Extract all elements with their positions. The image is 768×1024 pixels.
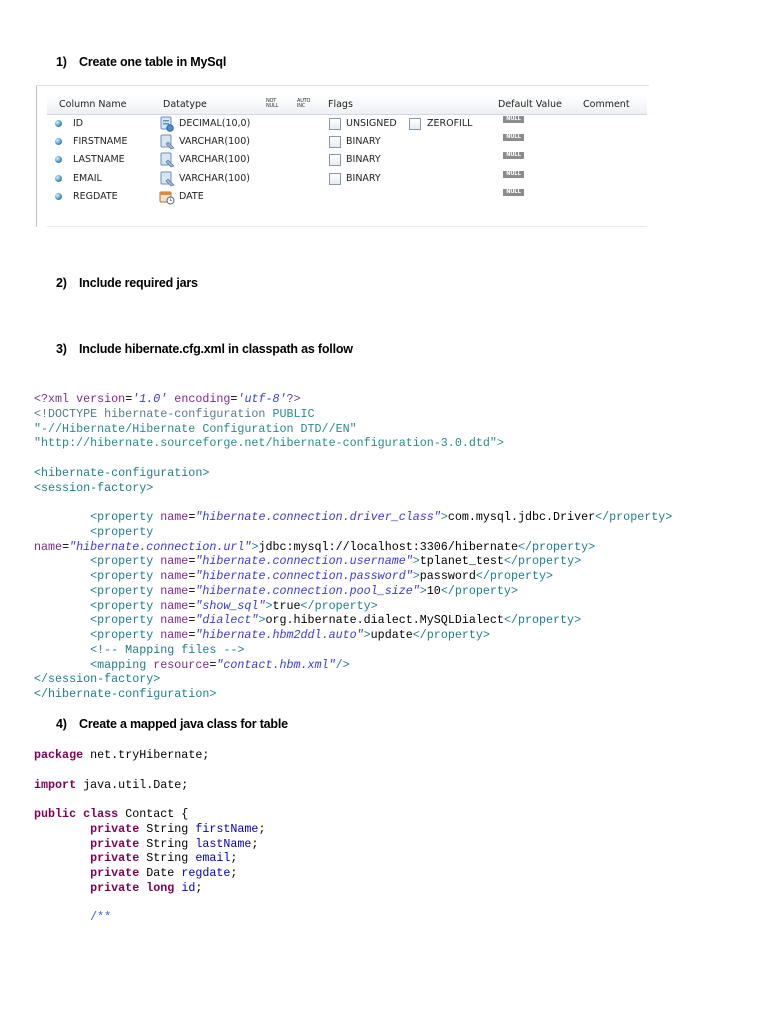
binary-checkbox[interactable] — [329, 173, 341, 185]
keyword: private — [90, 880, 140, 895]
tag: > — [363, 628, 371, 642]
header-default-value[interactable]: Default Value — [498, 99, 562, 110]
semicolon: ; — [195, 880, 203, 895]
default-null-badge: NULL — [503, 171, 524, 178]
flag-zerofill-label: ZEROFILL — [427, 118, 473, 129]
step-number: 4) — [56, 717, 67, 731]
header-comment[interactable]: Comment — [583, 99, 630, 110]
field-line — [34, 837, 258, 851]
attr: name — [34, 539, 63, 554]
binary-checkbox[interactable] — [329, 154, 341, 166]
header-column-name[interactable]: Column Name — [59, 99, 127, 110]
package-line — [34, 748, 209, 762]
tag: <property — [90, 510, 154, 524]
property-value: jdbc:mysql://localhost:3306/hibernate — [258, 539, 518, 554]
step-text: Create a mapped java class for table — [79, 717, 288, 731]
tag: <property — [90, 598, 154, 613]
step-text: Create one table in MySql — [79, 55, 227, 69]
tag: <property — [90, 628, 154, 642]
xml-declaration-line — [34, 392, 301, 406]
header-not-null-1[interactable]: NOT — [266, 98, 277, 104]
property-line — [34, 525, 595, 554]
flag-binary-label: BINARY — [346, 136, 381, 147]
attr: name — [160, 613, 189, 628]
field-name: firstName — [195, 821, 259, 836]
table-editor — [36, 85, 649, 227]
tag: > — [412, 554, 420, 569]
tag: </property> — [595, 510, 673, 524]
unsigned-checkbox[interactable] — [329, 118, 341, 130]
xml-attr-value: '1.0' — [132, 392, 168, 406]
property-line — [34, 613, 581, 627]
column-name: LASTNAME — [73, 154, 125, 165]
varchar-type-icon — [159, 134, 175, 150]
header-not-null-2[interactable]: NULL — [266, 103, 279, 109]
semicolon: ; — [258, 821, 266, 836]
property-line — [34, 584, 518, 598]
header-auto-inc-2[interactable]: INC — [297, 103, 306, 109]
property-value: 10 — [426, 583, 441, 598]
attr: name — [160, 569, 189, 583]
property-value: password — [419, 569, 476, 583]
xml-comment: <!-- Mapping files --> — [90, 642, 245, 657]
default-null-badge: NULL — [503, 189, 524, 196]
column-key-icon — [55, 175, 62, 182]
table-row[interactable] — [47, 151, 647, 169]
hibernate-configuration-open: <hibernate-configuration> — [34, 465, 210, 480]
eq: = — [62, 539, 70, 554]
attr-value: "hibernate.connection.url" — [69, 539, 252, 554]
keyword: package — [34, 748, 84, 762]
column-datatype: VARCHAR(100) — [179, 173, 250, 184]
property-line — [34, 510, 672, 524]
eq: = — [188, 628, 196, 642]
semicolon: ; — [230, 851, 238, 866]
eq: = — [188, 569, 196, 583]
import-name: java.util.Date; — [76, 777, 189, 792]
column-datatype: DECIMAL(10,0) — [179, 118, 251, 129]
varchar-type-icon — [159, 152, 175, 168]
step-number: 1) — [56, 55, 67, 69]
keyword: private — [90, 851, 140, 866]
field-type: String — [139, 821, 196, 836]
xml-pi-open: <?xml — [34, 392, 77, 406]
class-declaration-line — [34, 807, 188, 821]
attr: name — [160, 628, 189, 642]
tag: /> — [335, 657, 350, 672]
attr-value: "hibernate.connection.pool_size" — [195, 583, 420, 598]
table-bottom-border — [47, 226, 647, 227]
hibernate-configuration-close: </hibernate-configuration> — [34, 687, 217, 701]
field-name: email — [195, 851, 231, 866]
column-key-icon — [55, 193, 62, 200]
column-key-icon — [55, 156, 62, 163]
tag: </property> — [475, 569, 554, 583]
flag-binary-label: BINARY — [346, 173, 381, 184]
field-type: String — [139, 851, 196, 866]
session-factory-open: <session-factory> — [34, 480, 154, 495]
java-code-block — [34, 748, 265, 925]
eq: = — [188, 613, 196, 628]
property-value: com.mysql.jdbc.Driver — [447, 510, 596, 524]
xml-attr: encoding — [167, 392, 231, 406]
property-value: update — [370, 628, 413, 642]
attr-value: "hibernate.hbm2ddl.auto" — [195, 628, 364, 642]
step-text: Include hibernate.cfg.xml in classpath as follow — [79, 342, 353, 356]
semicolon: ; — [230, 866, 238, 880]
javadoc-start: /** — [90, 910, 112, 925]
xml-eq: = — [230, 392, 238, 406]
import-line — [34, 778, 188, 792]
class-name: Contact { — [118, 807, 189, 821]
default-null-badge: NULL — [503, 152, 524, 159]
eq: = — [188, 554, 196, 569]
keyword: import — [34, 777, 77, 792]
column-name: EMAIL — [73, 173, 102, 184]
xml-pi-close: ?> — [286, 392, 301, 406]
tag: <property — [90, 554, 154, 569]
column-name: ID — [73, 118, 84, 129]
attr-value: "show_sql" — [195, 598, 266, 613]
step-heading-3 — [56, 342, 353, 356]
step-number: 2) — [56, 276, 67, 290]
date-type-icon — [159, 189, 175, 205]
package-name: net.tryHibernate; — [83, 748, 210, 762]
decimal-type-icon — [159, 116, 175, 132]
table-row[interactable] — [47, 170, 647, 188]
property-value: tplanet_test — [419, 554, 504, 569]
tag: > — [265, 598, 273, 613]
field-name: id — [181, 880, 196, 895]
table-header-row — [47, 95, 647, 115]
tag: </property> — [517, 539, 596, 554]
keyword: public — [34, 807, 77, 821]
tag: </property> — [503, 613, 582, 628]
keyword: private — [90, 821, 140, 836]
column-name: REGDATE — [73, 191, 118, 202]
semicolon: ; — [251, 836, 259, 851]
zerofill-checkbox[interactable] — [409, 118, 421, 130]
flag-unsigned-label: UNSIGNED — [346, 118, 397, 129]
doctype-line — [34, 407, 315, 421]
field-line — [34, 866, 237, 880]
tag: > — [412, 569, 420, 583]
property-value: org.hibernate.dialect.MySQLDialect — [265, 613, 504, 628]
xml-attr-value: 'utf-8' — [237, 392, 287, 406]
keyword: class — [83, 807, 119, 821]
attr-value: "dialect" — [195, 613, 259, 628]
field-type: String — [139, 836, 196, 851]
field-line — [34, 822, 265, 836]
column-datatype: VARCHAR(100) — [179, 154, 250, 165]
field-name: lastName — [195, 836, 252, 851]
field-name: regdate — [181, 866, 231, 880]
step-heading-4 — [56, 717, 288, 731]
mapping-line — [34, 658, 350, 672]
attr: name — [160, 554, 189, 569]
property-line — [34, 554, 581, 568]
column-name: FIRSTNAME — [73, 136, 128, 147]
table-row[interactable] — [47, 133, 647, 151]
xml-eq: = — [125, 392, 133, 406]
column-key-icon — [55, 138, 62, 145]
header-flags[interactable]: Flags — [328, 99, 353, 110]
tag: </property> — [300, 598, 378, 613]
attr: name — [160, 583, 189, 598]
eq: = — [209, 657, 217, 672]
header-datatype[interactable]: Datatype — [163, 99, 207, 110]
attr: name — [160, 510, 189, 524]
tag: > — [419, 583, 427, 598]
step-text: Include required jars — [79, 276, 198, 290]
eq: = — [188, 583, 196, 598]
tag: > — [440, 510, 448, 524]
tag: <property — [90, 569, 154, 583]
tag: > — [258, 613, 266, 628]
table-row[interactable] — [47, 115, 647, 133]
attr-value: "hibernate.connection.driver_class" — [195, 510, 441, 524]
default-null-badge: NULL — [503, 134, 524, 141]
step-heading-2 — [56, 276, 198, 290]
field-line — [34, 881, 202, 895]
step-number: 3) — [56, 342, 67, 356]
tag: <property — [90, 583, 154, 598]
table-row[interactable] — [47, 188, 647, 206]
attr-value: "contact.hbm.xml" — [216, 657, 336, 672]
tag: </property> — [503, 554, 582, 569]
property-value: true — [272, 598, 301, 613]
column-datatype: VARCHAR(100) — [179, 136, 250, 147]
field-type: Date — [139, 866, 182, 880]
doctype-system-id: "http://hibernate.sourceforge.net/hibernate-configuration-3.0.dtd"> — [34, 436, 504, 451]
eq: = — [188, 510, 196, 524]
property-line — [34, 569, 553, 583]
step-heading-1 — [56, 55, 226, 69]
column-datatype: DATE — [179, 191, 204, 202]
tag: </property> — [412, 628, 490, 642]
tag: <property — [90, 524, 154, 539]
attr: name — [160, 598, 189, 613]
session-factory-close: </session-factory> — [34, 672, 161, 687]
default-null-badge: NULL — [503, 116, 524, 123]
doctype-public: PUBLIC — [272, 406, 315, 421]
eq: = — [188, 598, 196, 613]
header-auto-inc-1[interactable]: AUTO — [297, 98, 311, 104]
column-key-icon — [55, 120, 62, 127]
keyword: long — [146, 880, 175, 895]
varchar-type-icon — [159, 171, 175, 187]
tag: <mapping — [90, 657, 154, 672]
field-line — [34, 851, 237, 865]
doctype-text: <!DOCTYPE hibernate-configuration — [34, 406, 273, 421]
tag: </property> — [440, 583, 518, 598]
attr-value: "hibernate.connection.username" — [195, 554, 413, 569]
keyword: private — [90, 836, 140, 851]
flag-binary-label: BINARY — [346, 154, 381, 165]
property-line — [34, 628, 490, 642]
tag: > — [251, 539, 259, 554]
xml-attr: version — [76, 392, 126, 406]
property-line — [34, 599, 378, 613]
keyword: private — [90, 866, 140, 880]
doctype-public-id: "-//Hibernate/Hibernate Configuration DTD//EN" — [34, 421, 357, 436]
binary-checkbox[interactable] — [329, 136, 341, 148]
tag: <property — [90, 613, 154, 628]
attr-value: "hibernate.connection.password" — [195, 569, 413, 583]
xml-code-block — [34, 392, 672, 702]
attr: resource — [153, 657, 210, 672]
